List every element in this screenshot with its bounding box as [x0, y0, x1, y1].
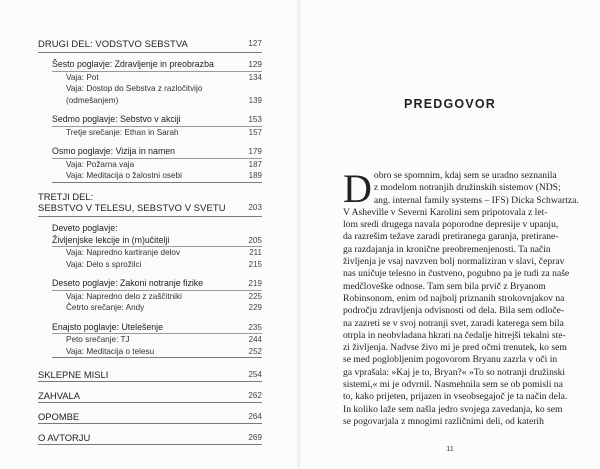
toc-end-matter [38, 368, 262, 445]
chapter-sedmo [52, 114, 262, 138]
text-line: ang. internal family systems – IFS) Dicka Schwartza. [373, 194, 579, 206]
part-subtitle: SEBSTVO V TELESU, SEBSTVO V SVETU [38, 202, 226, 213]
drop-cap: D [343, 166, 372, 211]
text-line: medčloveške odnose. Tam sem bila prvič z Bryanom [343, 280, 546, 292]
part-title: TRETJI DEL: [38, 190, 94, 202]
chapter-title: Deseto poglavje: Zakoni notranje fizike [52, 278, 204, 288]
toc-entry-sklepne-misli: SKLEPNE MISLI 254 [38, 369, 262, 380]
chapter-title: Enajsto poglavje: Utelešenje [52, 321, 164, 332]
toc-entry: Vaja: Meditacija o žalostni osebi 189 [52, 170, 262, 183]
text-line: to, kako prijeten, prijazen in vseobsegajoč je ta način dela. [343, 391, 568, 403]
chapter-title: Deveto poglavje: [52, 223, 118, 233]
toc-entry-zahvala: ZAHVALA 262 [38, 390, 262, 401]
text-line: na zazreti se v svoj notranji svet, zaradi katerega sem bila [343, 317, 564, 329]
toc-entry: Vaja: Napredno delo z zaščitniki 225 [66, 291, 262, 301]
page-number: 203 [248, 203, 262, 212]
table-of-contents [38, 38, 262, 452]
text-line: otrpla in neobvladana hkrati na čedalje hitrejši tekalni ste- [343, 329, 566, 341]
toc-entry: Peto srečanje: TJ 244 [66, 335, 262, 344]
text-line: ga razdajanja in kronične preobremenjenosti. Ta način [343, 243, 551, 255]
toc-entry-opombe: OPOMBE 264 [38, 411, 262, 422]
page-number: 235 [248, 322, 262, 332]
toc-part-drugi-del [38, 38, 262, 53]
toc-entry: Vaja: Dostop do Sebstva z razločitvijo [66, 84, 203, 93]
toc-entry-o-avtorju: O AVTORJU 269 [38, 432, 262, 443]
toc-entry: Vaja: Požarna vaja 187 [66, 159, 262, 169]
text-line: ga vprašala: »Kaj je to, Bryan?« »To so notranji družinski [343, 366, 566, 378]
chapter-deseto [52, 278, 262, 314]
text-line: sistemi,« mi je odvrnil. Nasmehnila sem se ob pomisli na [343, 379, 563, 391]
toc-entry: Vaja: Napredno kartiranje delov 211 [66, 248, 262, 257]
toc-entry: Vaja: Meditacija o telesu 252 [52, 346, 262, 359]
toc-entry: Vaja: Delo s sprožilci 215 [66, 259, 262, 269]
text-line: Robinsonom, enim od najbolj priznanih strokovnjakov na [343, 292, 565, 304]
page-number-footer: 11 [446, 444, 454, 453]
text-line: se pogovarjala z mnogimi različnimi deli, od katerih [343, 415, 544, 427]
text-line: da razrešim težave zaradi pretiranega garanja, pretirane- [343, 231, 559, 243]
text-line: obro se spomnim, kdaj sem se uradno seznanila [373, 170, 557, 181]
text-line: življenja je vsaj navzven bolj normaliziran v slavi, čeprav [343, 256, 565, 268]
page-number: 129 [248, 60, 262, 69]
toc-entry: Tretje srečanje: Ethan in Sarah 157 [66, 127, 262, 137]
chapter-deveto [52, 223, 262, 270]
page-number: 153 [248, 115, 262, 124]
text-line: področju zdravljenja odvisnosti od dela. Bila sem odloče- [343, 305, 565, 317]
text-line: lom sredi drugega navala poporodne depresije v upanju, [343, 219, 559, 231]
text-line: z modelom notranjih družinskih sistemov (NDS; [373, 182, 561, 194]
toc-entry: (odmešanjem) 139 [66, 95, 262, 105]
chapter-title: Osmo poglavje: Vizija in namen [52, 146, 176, 156]
page-number: 179 [248, 147, 262, 156]
right-page-foreword [300, 0, 600, 469]
text-line: zi življenja. Nadvse živo mi je pred očmi trenutek, ko sem [343, 342, 567, 354]
toc-part-tretji-del [38, 191, 262, 218]
page-number: 127 [248, 39, 262, 48]
toc-entry: Četrto srečanje: Andy 229 [66, 303, 262, 312]
text-line: nas uničuje telesno in čustveno, pogubno pa je tudi za naše [343, 268, 570, 280]
body-text [343, 166, 579, 428]
chapter-title: Sedmo poglavje: Sebstvo v akciji [52, 114, 181, 124]
chapter-sesto [52, 59, 262, 106]
chapter-osmo [52, 146, 262, 183]
page-number: 219 [248, 279, 262, 288]
text-line: V Asheville v Severni Karolini sem pripotovala z let- [343, 206, 548, 218]
text-line: In koliko laže sem našla jedro svojega zavedanja, ko sem [343, 403, 563, 415]
toc-entry: Vaja: Pot 134 [66, 72, 262, 82]
chapter-enajsto [52, 322, 262, 359]
part-title: DRUGI DEL: VODSTVO SEBSTVA [38, 38, 188, 49]
chapter-title: Šesto poglavje: Zdravljenje in preobrazba [52, 59, 214, 69]
page-heading: PREDGOVOR [403, 97, 497, 111]
text-line: se med poglobljenim pogovorom Bryanu zazrla v oči in [343, 354, 558, 366]
chapter-subtitle: Življenjske lekcije in (m)učitelji [52, 234, 170, 245]
page-number: 205 [248, 235, 262, 245]
